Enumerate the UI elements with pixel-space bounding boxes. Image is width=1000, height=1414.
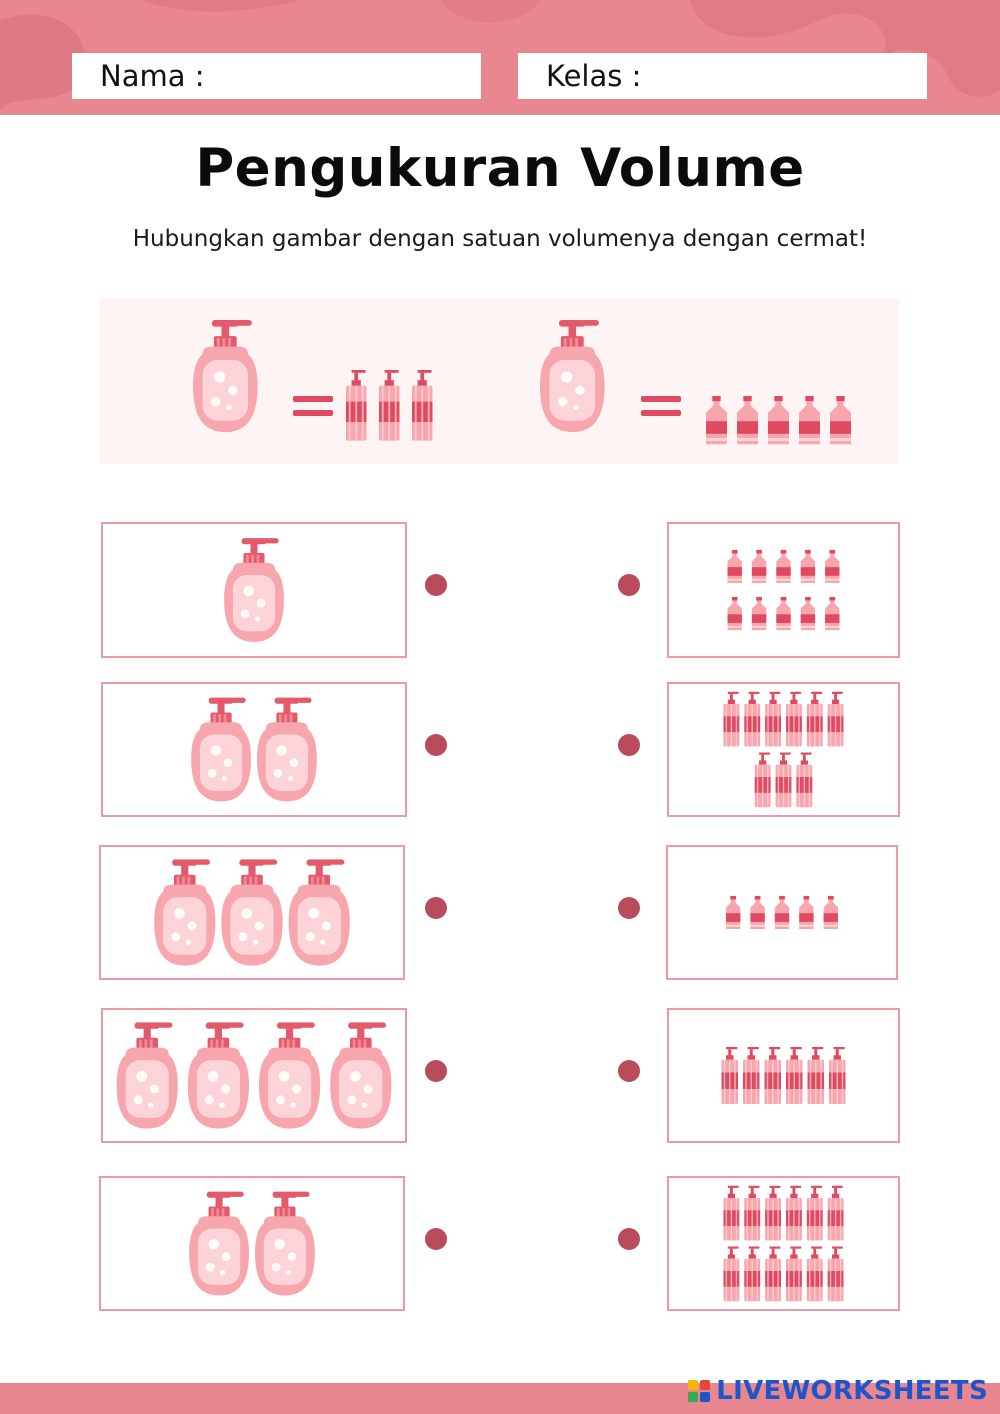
small-bottle-icon (768, 396, 789, 444)
small-bottle-icon (728, 550, 742, 583)
left-card (101, 1008, 407, 1143)
small-bottle-icon (737, 396, 758, 444)
pump-bottle-icon (828, 692, 844, 747)
name-label: Nama : (100, 59, 205, 93)
soap-bottle-icon (154, 859, 215, 965)
pump-bottle-icon (828, 1247, 844, 1302)
pump-bottle-icon (722, 1047, 739, 1104)
soap-bottle-icon (255, 1192, 315, 1296)
soap-bottle-icon (189, 1192, 249, 1296)
soap-bottle-icon (289, 859, 350, 965)
small-bottle-icon (824, 896, 838, 929)
small-bottle-icon (776, 550, 790, 583)
pump-bottle-icon (744, 1247, 760, 1302)
legend-panel (100, 298, 899, 464)
left-connector-dot[interactable] (425, 1060, 447, 1082)
right-card-illustration (668, 847, 896, 978)
small-bottle-icon (825, 550, 839, 583)
pump-bottle-icon (743, 1047, 760, 1104)
small-bottle-icon (830, 396, 851, 444)
left-card (101, 522, 407, 658)
name-field[interactable] (72, 53, 481, 99)
pump-bottle-icon (744, 692, 760, 747)
page-title: Pengukuran Volume (195, 138, 805, 199)
left-card-illustration (103, 524, 405, 656)
pump-bottle-icon (829, 1047, 846, 1104)
pump-bottle-icon (723, 692, 739, 747)
class-field[interactable] (518, 53, 927, 99)
right-card (666, 845, 898, 980)
right-connector-dot[interactable] (618, 1228, 640, 1250)
left-card (99, 845, 405, 980)
pump-bottle-icon (828, 1186, 844, 1241)
small-bottle-icon (825, 597, 839, 630)
soap-bottle-icon (188, 1022, 249, 1128)
pump-bottle-icon (744, 1186, 760, 1241)
small-bottle-icon (726, 896, 740, 929)
class-label: Kelas : (546, 59, 642, 93)
pump-bottle-icon (807, 1186, 823, 1241)
pump-bottle-icon (786, 1047, 803, 1104)
left-card (99, 1176, 405, 1311)
small-bottle-icon (752, 550, 766, 583)
equals-icon (293, 396, 333, 416)
pump-bottle-icon (346, 370, 366, 441)
right-connector-dot[interactable] (618, 734, 640, 756)
right-card-illustration (669, 524, 898, 656)
left-connector-dot[interactable] (425, 734, 447, 756)
left-card-illustration (101, 1178, 403, 1309)
pump-bottle-icon (807, 1247, 823, 1302)
small-bottle-icon (799, 896, 813, 929)
pump-bottle-icon (723, 1247, 739, 1302)
soap-bottle-icon (221, 859, 282, 965)
small-bottle-icon (775, 896, 789, 929)
soap-bottle-icon (257, 698, 317, 802)
right-card (667, 682, 900, 817)
left-connector-dot[interactable] (425, 574, 447, 596)
right-card-illustration (669, 1010, 898, 1141)
right-card (667, 1008, 900, 1143)
soap-bottle-icon (191, 698, 251, 802)
soap-bottle-icon (193, 320, 258, 432)
pump-bottle-icon (786, 1186, 802, 1241)
soap-bottle-icon (540, 320, 605, 432)
right-card-illustration (669, 684, 898, 815)
small-bottle-icon (750, 896, 764, 929)
legend-illustration (100, 298, 899, 464)
left-card (101, 682, 407, 817)
small-bottle-icon (776, 597, 790, 630)
pump-bottle-icon (808, 1047, 825, 1104)
small-bottle-icon (728, 597, 742, 630)
left-card-illustration (103, 1010, 405, 1141)
soap-bottle-icon (117, 1022, 178, 1128)
pump-bottle-icon (765, 1047, 782, 1104)
small-bottle-icon (799, 396, 820, 444)
right-connector-dot[interactable] (618, 574, 640, 596)
left-connector-dot[interactable] (425, 897, 447, 919)
small-bottle-icon (752, 597, 766, 630)
soap-bottle-icon (224, 538, 284, 642)
small-bottle-icon (801, 597, 815, 630)
pump-bottle-icon (412, 370, 432, 441)
pump-bottle-icon (786, 692, 802, 747)
pump-bottle-icon (379, 370, 399, 441)
pump-bottle-icon (796, 753, 812, 808)
equals-icon (641, 396, 681, 416)
right-connector-dot[interactable] (618, 897, 640, 919)
small-bottle-icon (706, 396, 727, 444)
left-connector-dot[interactable] (425, 1228, 447, 1250)
right-card (667, 1176, 900, 1311)
pump-bottle-icon (765, 692, 781, 747)
pump-bottle-icon (776, 753, 792, 808)
right-card-illustration (669, 1178, 898, 1309)
pump-bottle-icon (755, 753, 771, 808)
brand-text: LIVEWORKSHEETS (716, 1376, 988, 1406)
pump-bottle-icon (765, 1186, 781, 1241)
pump-bottle-icon (723, 1186, 739, 1241)
left-card-illustration (103, 684, 405, 815)
small-bottle-icon (801, 550, 815, 583)
soap-bottle-icon (259, 1022, 320, 1128)
left-card-illustration (101, 847, 403, 978)
soap-bottle-icon (330, 1022, 391, 1128)
brand-mark-icon (688, 1380, 710, 1402)
pump-bottle-icon (765, 1247, 781, 1302)
pump-bottle-icon (807, 692, 823, 747)
brand-logo[interactable] (688, 1373, 988, 1409)
right-card (667, 522, 900, 658)
instruction-text: Hubungkan gambar dengan satuan volumenya dengan cermat! (132, 226, 868, 252)
pump-bottle-icon (786, 1247, 802, 1302)
right-connector-dot[interactable] (618, 1060, 640, 1082)
